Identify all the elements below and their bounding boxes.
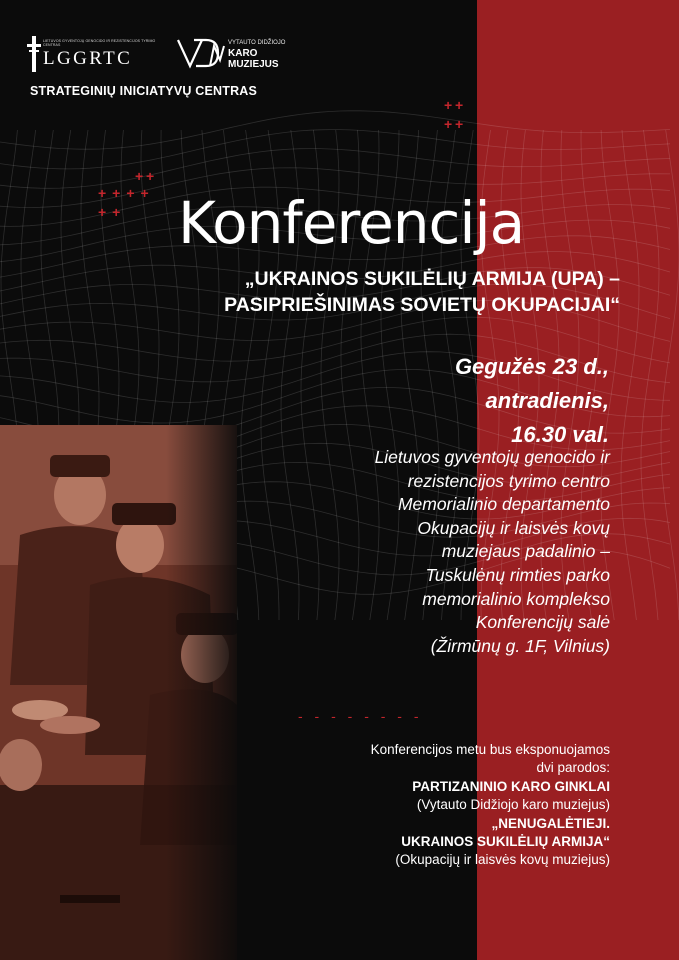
venue-line: Tuskulėnų rimties parko [425, 564, 610, 585]
event-title: Konferencija [178, 189, 525, 257]
date-line: Gegužės 23 d., [454, 354, 609, 379]
venue-line: muziejaus padalinio – [441, 541, 610, 562]
photo-fade-overlay [0, 425, 237, 960]
exhibition-2-title-line1: „NENUGALĖTIEJI. [491, 815, 610, 831]
exhibitions-intro-2: dvi parodos: [536, 760, 610, 776]
exhibition-2-title-line2: UKRAINOS SUKILĖLIŲ ARMIJA“ [401, 834, 610, 850]
venue-line: Okupacijų ir laisvės kovų [417, 517, 610, 538]
exhibitions-info [290, 741, 610, 870]
museum-small-name: VYTAUTO DIDŽIOJO [228, 40, 286, 46]
plus-decoration: + + [444, 116, 464, 132]
lggrtc-abbreviation: LGGRTC [43, 48, 133, 69]
subtitle-line: PASIPRIEŠINIMAS SOVIETŲ OKUPACIJAI“ [224, 294, 620, 316]
exhibition-1-title: PARTIZANINIO KARO GINKLAI [412, 778, 610, 794]
exhibition-1-source: (Vytauto Didžiojo karo muziejus) [416, 797, 610, 813]
wave-line [661, 130, 679, 620]
time-line: 16.30 val. [511, 422, 609, 447]
museum-name-line1: KARO [228, 48, 258, 59]
weekday-line: antradienis, [485, 388, 609, 413]
vdkm-monogram-icon [176, 36, 226, 70]
venue-line: Memorialinio departamento [397, 494, 610, 515]
lggrtc-logo [27, 34, 177, 78]
venue-line: memorialinio komplekso [422, 588, 610, 609]
subtitle-line: „UKRAINOS SUKILĖLIŲ ARMIJA (UPA) – [244, 268, 620, 290]
plus-decoration: + + [135, 168, 155, 184]
plus-decoration: ++ [98, 204, 127, 220]
organizer-name: STRATEGINIŲ INICIATYVŲ CENTRAS [30, 84, 258, 98]
museum-logo [176, 36, 296, 76]
event-subtitle [60, 266, 620, 318]
dash-divider: - - - - - - - - [298, 708, 423, 724]
exhibitions-intro: Konferencijos metu bus eksponuojamos [370, 742, 610, 757]
event-date [300, 350, 609, 452]
museum-name-line2: MUZIEJUS [228, 59, 279, 70]
exhibition-2-source: (Okupacijų ir laisvės kovų muziejus) [395, 852, 610, 868]
venue-line: Lietuvos gyventojų genocido ir [374, 447, 610, 467]
cross-emblem-icon [27, 36, 41, 72]
venue-line: rezistencijos tyrimo centro [407, 470, 610, 491]
wave-line [641, 130, 659, 620]
lggrtc-full-name: LIETUVOS GYVENTOJŲ GENOCIDO IR REZISTENCIJOS TYRIMO CENTRAS [43, 39, 156, 47]
venue-address: (Žirmūnų g. 1F, Vilnius) [430, 635, 610, 656]
plus-decoration: + + [444, 97, 464, 113]
plus-decoration: ++++ [98, 185, 155, 201]
event-venue [240, 446, 610, 658]
wave-line [0, 149, 670, 189]
museum-name [228, 48, 279, 70]
venue-line: Konferencijų salė [475, 612, 610, 633]
wave-line [0, 111, 670, 149]
